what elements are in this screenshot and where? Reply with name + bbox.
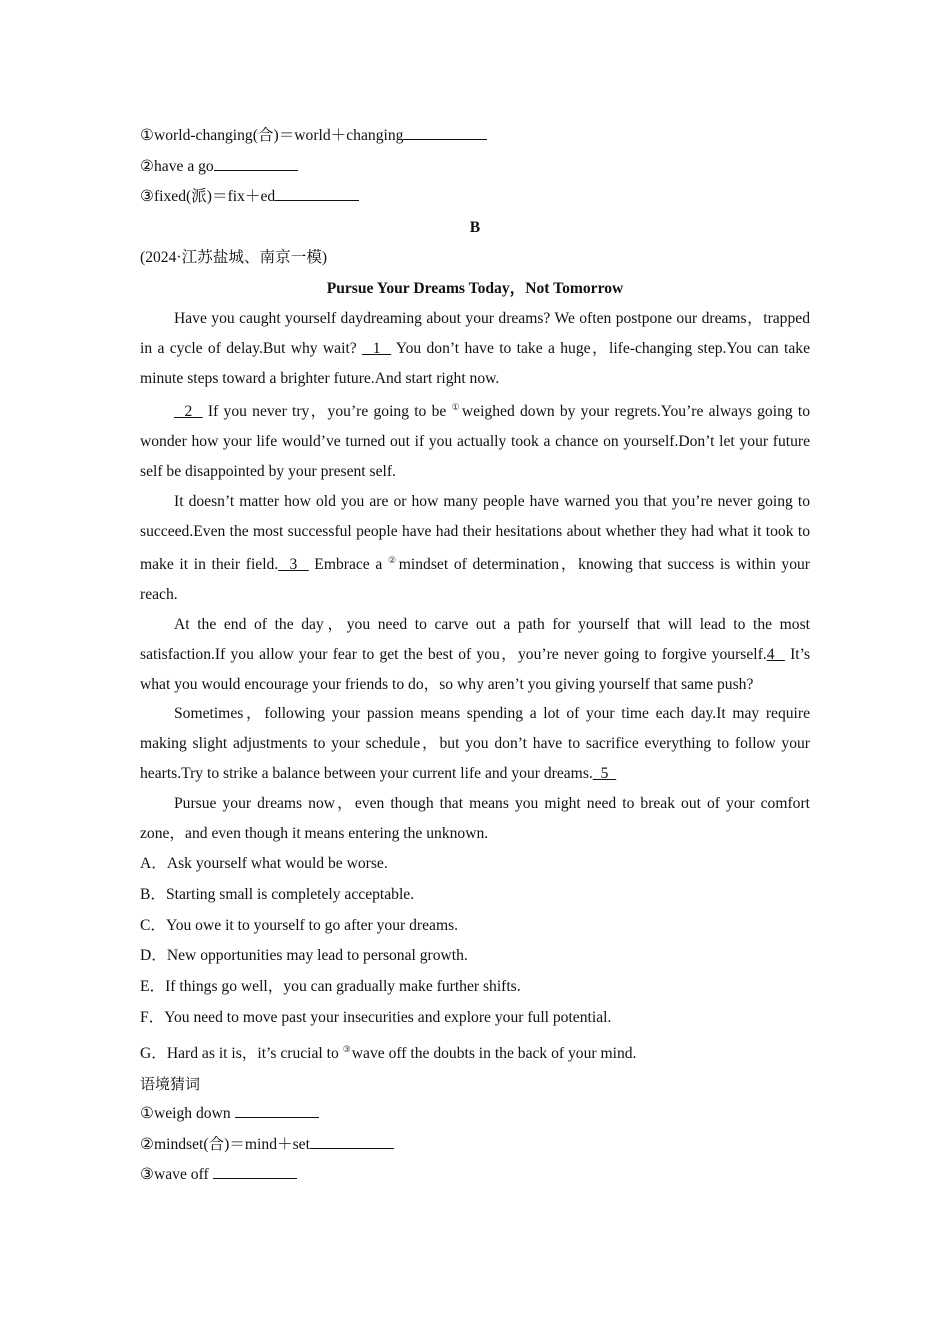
option-e: E．If things go well，you can gradually make further shifts. (140, 978, 521, 996)
blank-3[interactable]: 3 (289, 556, 298, 574)
option-g: G．Hard as it is，it’s crucial to ③wave off the doubts in the back of your mind. (140, 1043, 637, 1062)
source-citation: (2024·江苏盐城、南京一模) (140, 249, 328, 266)
article-title: Pursue Your Dreams Today，Not Tomorrow (326, 279, 624, 297)
paragraph-2: 2 If you never try，you’re going to be ①weighed down by your regrets.You’re always going to wonder how your life would’ve turned out if you actually took a chance on yourself.Don’t let your future self be disappointed by your present self. (140, 402, 811, 480)
vocab-item: ②have a go (140, 152, 810, 183)
footnote-mark: ③ (342, 1043, 351, 1054)
option-f: F．You need to move past your insecurities and explore your full potential. (140, 1008, 612, 1026)
vocab-item: ③fixed(派)＝fix＋ed (140, 182, 810, 213)
footnote-mark: ② (387, 555, 398, 566)
blank-2[interactable]: 2 (184, 403, 193, 421)
paragraph-5: Sometimes，following your passion means spending a lot of your time each day.It may require making slight adjustments to your schedule，but you don’t have to sacrifice everything to follow your hearts.Try to strike a balance between your current life and your dreams. 5 (140, 705, 810, 782)
paragraph-1: Have you caught yourself daydreaming about your dreams? We often postpone our dreams，trapped in a cycle of delay.But why wait? 1 You don’t have to take a huge，life-changing step.You can take minute steps toward a brighter future.And start right now. (140, 310, 811, 387)
vocab-item: ③wave off (140, 1160, 810, 1191)
option-b: B．Starting small is completely acceptable. (140, 886, 415, 904)
answer-blank[interactable] (403, 123, 487, 140)
vocab-item: ①world-changing(合)＝world＋changing (140, 121, 810, 152)
blank-4[interactable]: 4 (766, 645, 775, 663)
blank-1[interactable]: 1 (372, 339, 381, 357)
answer-blank[interactable] (235, 1101, 319, 1118)
option-a: A．Ask yourself what would be worse. (140, 855, 388, 873)
answer-blank[interactable] (213, 1162, 297, 1179)
vocab-heading: 语境猜词 (140, 1075, 201, 1094)
paragraph-3: It doesn’t matter how old you are or how many people have warned you that you’re never going to succeed.Even the most successful people have had their hesitations about whether they had what it took to make it in their field. 3 Embrace a ②mindset of determination，knowing that success is within your reach. (140, 492, 810, 604)
blank-5[interactable]: 5 (600, 764, 609, 782)
answer-blank[interactable] (214, 154, 298, 171)
footnote-mark: ① (451, 402, 461, 413)
option-d: D．New opportunities may lead to personal growth. (140, 947, 468, 965)
option-c: C．You owe it to yourself to go after your dreams. (140, 916, 459, 934)
paragraph-4: At the end of the day，you need to carve out a path for yourself that will lead to the most satisfaction.If you allow your fear to get the best of you，you’re never going to forgive yourself.4 It’s what you would encourage your friends to do，so why aren’t you giving yourself that same push? (140, 615, 811, 693)
paragraph-6: Pursue your dreams now，even though that means you might need to break out of your comfort zone，and even though it means entering the unknown. (140, 794, 810, 842)
section-letter: B (469, 218, 481, 236)
vocab-item: ②mindset(合)＝mind＋set (140, 1130, 810, 1161)
page-content (140, 121, 810, 1191)
vocab-item: ①weigh down (140, 1099, 810, 1130)
answer-blank[interactable] (275, 184, 359, 201)
answer-blank[interactable] (310, 1132, 394, 1149)
